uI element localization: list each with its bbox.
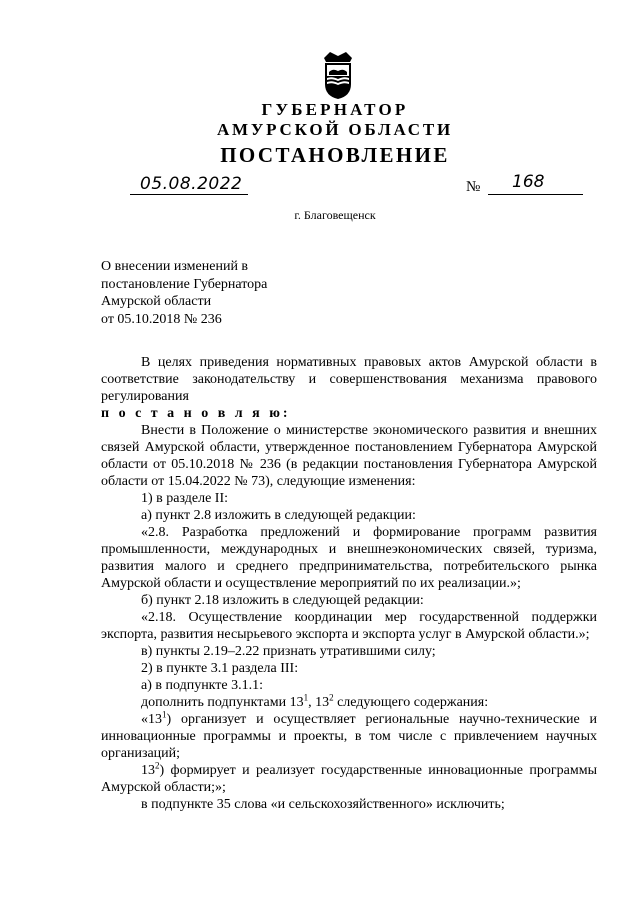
paragraph: 1) в разделе II:: [141, 491, 229, 506]
text-part: следующего содержания:: [333, 695, 489, 710]
superscript: 2: [155, 760, 160, 771]
subject-line: от 05.10.2018 № 236: [101, 311, 222, 327]
subject-line: постановление Губернатора: [101, 276, 268, 292]
amur-region-coat-of-arms-icon: [316, 50, 360, 100]
paragraph: Внести в Положение о министерстве экономического развития и внешних связей Амурской области, утвержденное постановлением Губернатора Амурской области от 05.10.2018 № 236 (в редакции постановления Губернатора Амурской области от 15.04.2022 № 73), следующие изменения:: [101, 423, 597, 489]
paragraph: а) в подпункте 3.1.1:: [141, 678, 264, 693]
paragraph: «2.8. Разработка предложений и формирование программ развития промышленности, международных и внешнеэкономических связей, туризма, развития малого и среднего предпринимательства, потребительского рынка Амурской области и осуществление мероприятий по их реализации.»;: [101, 525, 597, 591]
document-date: 05.08.2022: [140, 174, 243, 194]
document-body: [101, 354, 597, 813]
paragraph: в подпункте 35 слова «и сельскохозяйственного» исключить;: [141, 797, 505, 812]
date-underline: [130, 194, 248, 195]
issuer-title: ГУБЕРНАТОР: [261, 100, 409, 119]
text-part: ) организует и осуществляет региональные научно-технические и инновационные программы и проекты, в том числе с привлечением научных организаций;: [101, 712, 597, 761]
document-number: 168: [512, 172, 545, 192]
preamble: В целях приведения нормативных правовых актов Амурской области в соответствие законодательству и совершенствования механизма правового регулирования: [101, 355, 597, 404]
subject-line: Амурской области: [101, 294, 212, 309]
text-part: , 13: [308, 695, 330, 710]
paragraph: [101, 694, 597, 711]
paragraph: 2) в пункте 3.1 раздела III:: [141, 661, 299, 676]
paragraph: в) пункты 2.19–2.22 признать утратившими силу;: [141, 644, 436, 659]
document-type: ПОСТАНОВЛЕНИЕ: [220, 143, 450, 167]
paragraph: «2.18. Осуществление координации мер государственной поддержки экспорта, развития несырьевого экспорта и экспорта услуг в Амурской области.»;: [101, 610, 597, 642]
number-underline: [488, 194, 583, 195]
paragraph: [101, 711, 597, 762]
subject-line: О внесении изменений в: [101, 259, 249, 274]
city-name: г. Благовещенск: [294, 208, 376, 222]
superscript: 1: [303, 692, 309, 703]
document-subject: [101, 258, 361, 328]
paragraph: [101, 762, 597, 796]
text-part: «13: [141, 712, 162, 727]
issuer-region: АМУРСКОЙ ОБЛАСТИ: [216, 120, 454, 139]
superscript: 2: [329, 692, 334, 703]
text-part: дополнить подпунктами 13: [141, 695, 304, 710]
superscript: 1: [162, 709, 167, 720]
decree-word: п о с т а н о в л я ю:: [101, 406, 291, 421]
paragraph: б) пункт 2.18 изложить в следующей редакции:: [141, 593, 424, 608]
paragraph: а) пункт 2.8 изложить в следующей редакции:: [141, 508, 416, 523]
number-label: №: [466, 179, 481, 195]
text-part: 13: [141, 763, 155, 778]
text-part: ) формирует и реализует государственные инновационные программы Амурской области;»;: [101, 763, 597, 795]
